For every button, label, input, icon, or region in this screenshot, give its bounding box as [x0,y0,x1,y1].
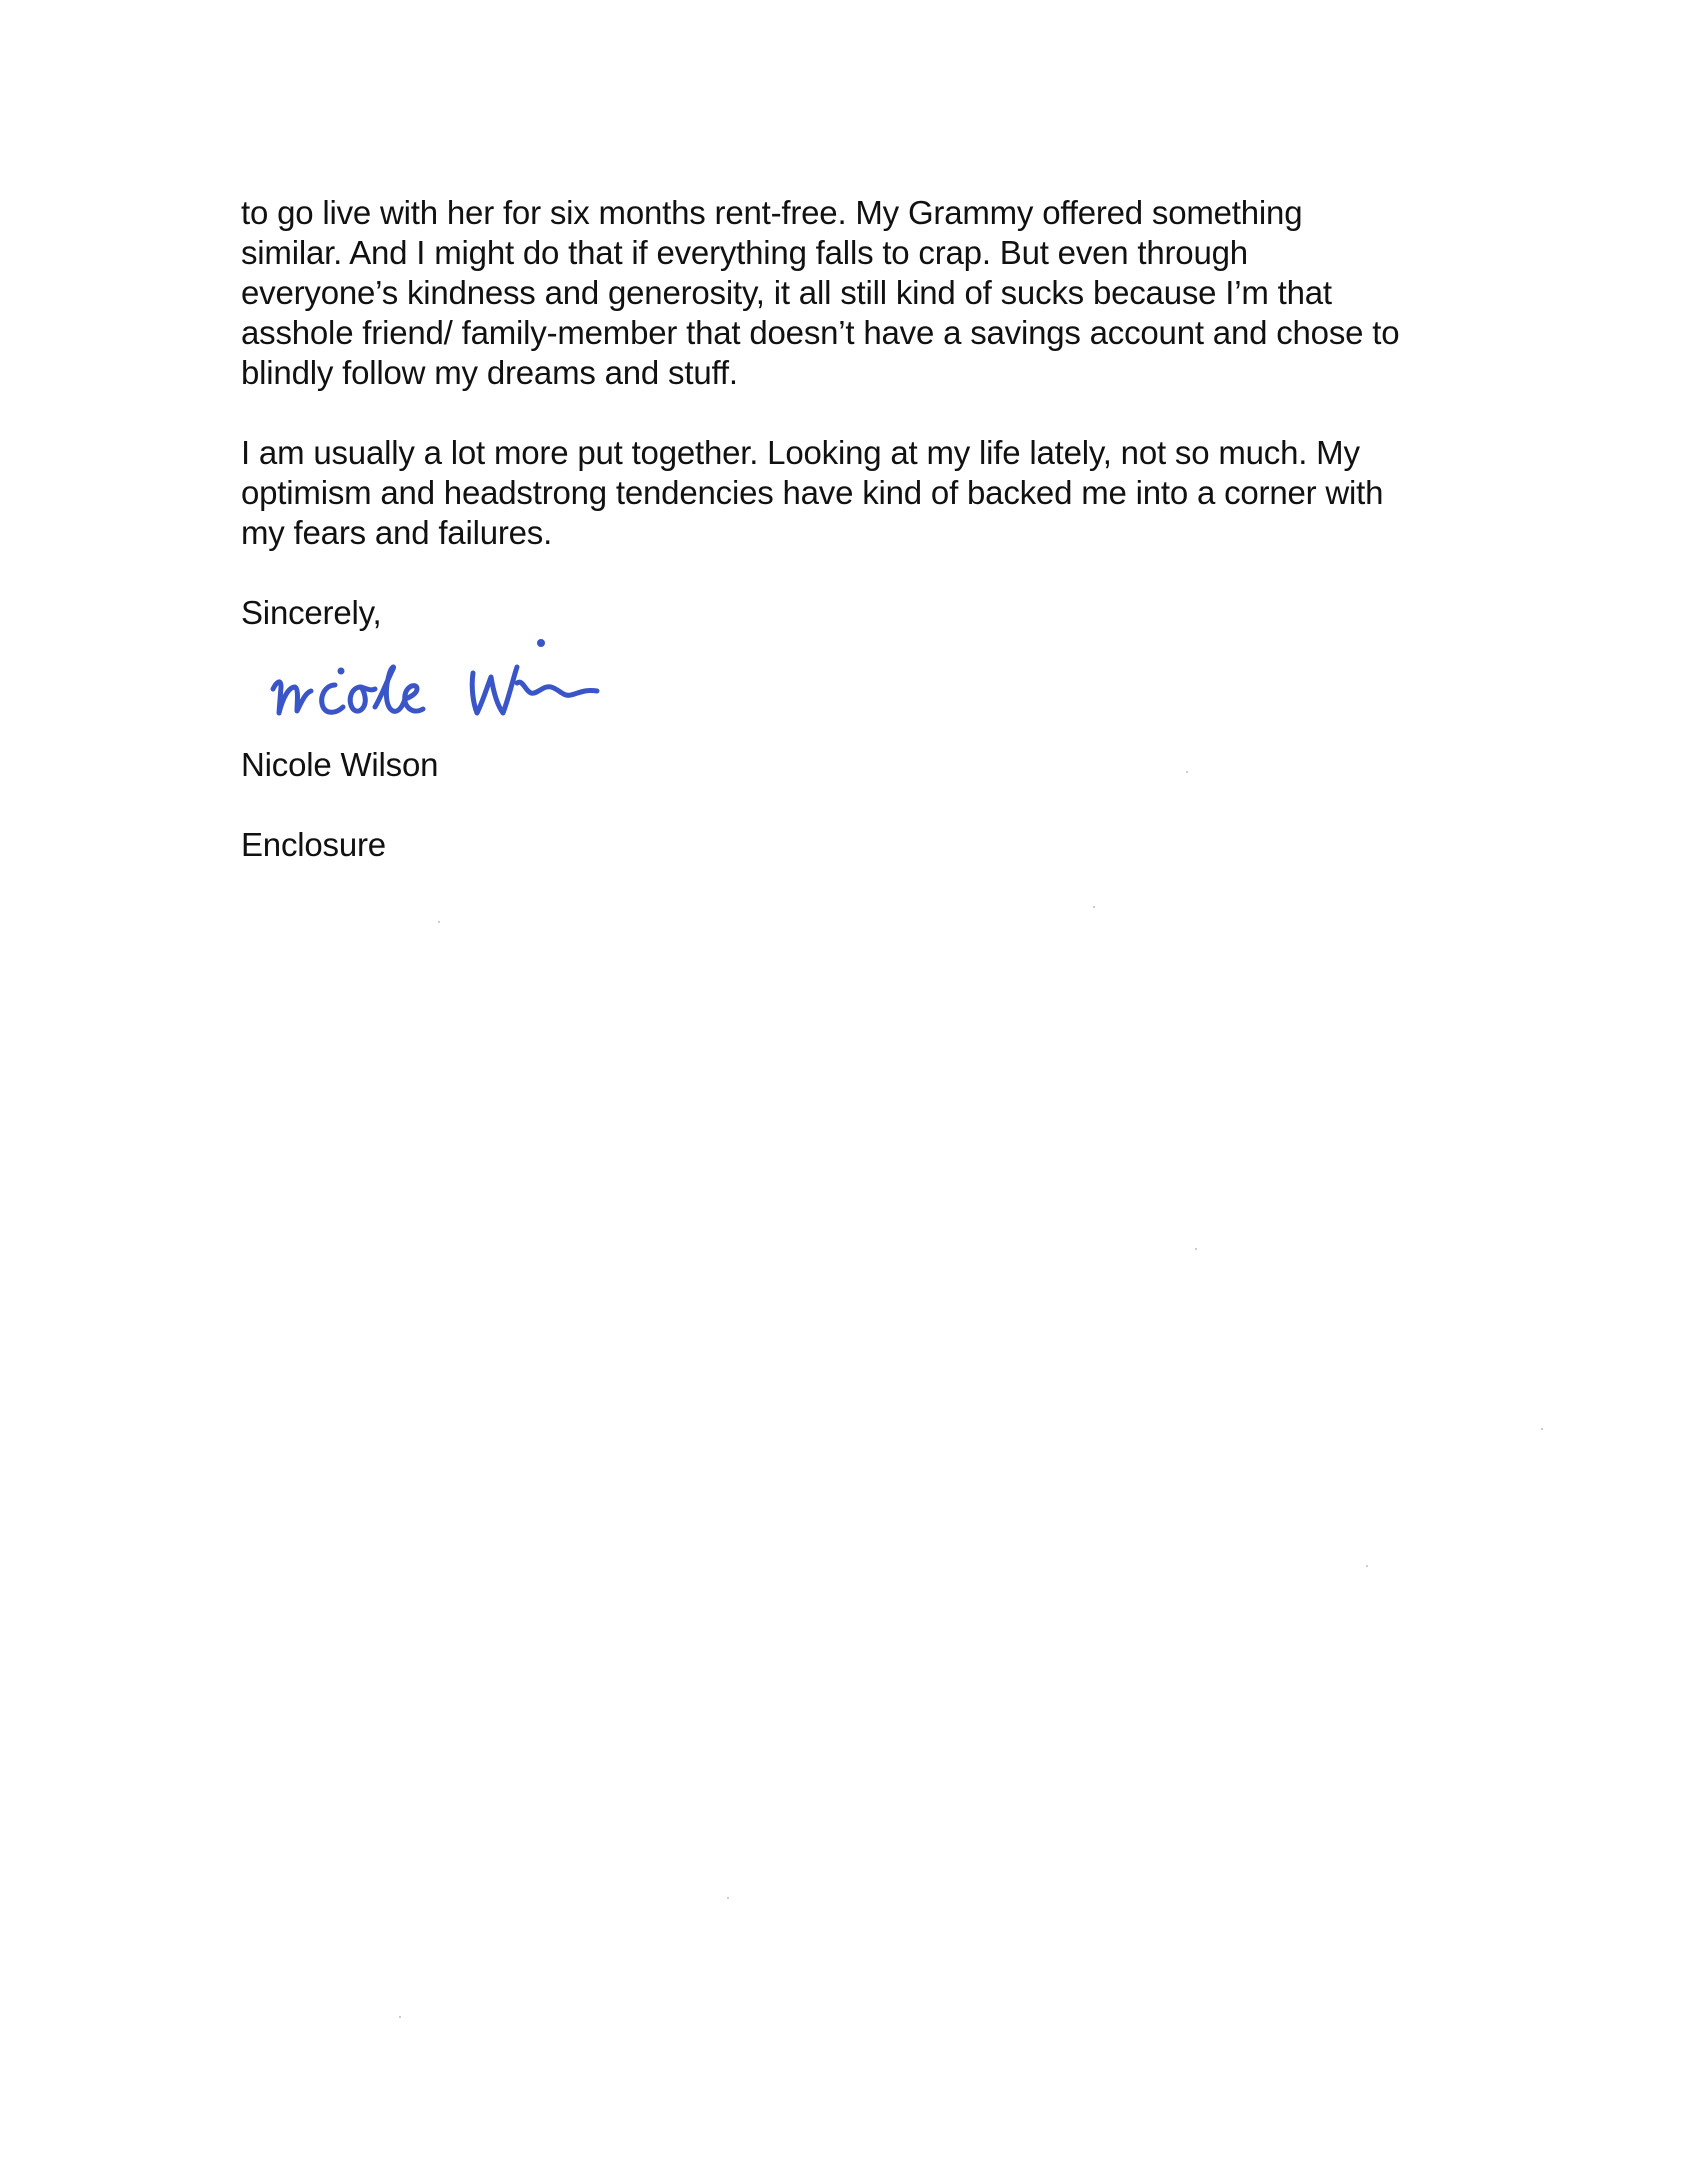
paragraph-line: to go live with her for six months rent-free. My Grammy offered something [241,194,1303,231]
paragraph-line: similar. And I might do that if everything falls to crap. But even through [241,234,1248,271]
paragraph [241,433,1471,553]
scan-speck [1366,1565,1368,1567]
scan-speck [1195,1248,1197,1250]
paragraph-line: I am usually a lot more put together. Looking at my life lately, not so much. My [241,434,1360,471]
scan-speck [438,921,440,923]
scan-speck [399,2016,401,2018]
scan-speck [1541,1428,1543,1430]
paragraph-line: everyone’s kindness and generosity, it all still kind of sucks because I’m that [241,274,1332,311]
paragraph-line: blindly follow my dreams and stuff. [241,354,738,391]
signer-name: Nicole Wilson [241,746,439,783]
closing-salutation: Sincerely, [241,594,382,631]
letter-body [241,193,1471,865]
scan-speck [1186,771,1188,773]
paragraph-line: asshole friend/ family-member that doesn’t have a savings account and chose to [241,314,1400,351]
paragraph [241,193,1471,393]
scan-speck [1093,906,1095,908]
handwritten-signature [267,627,647,737]
paragraph-line: optimism and headstrong tendencies have kind of backed me into a corner with [241,474,1384,511]
enclosure-note: Enclosure [241,826,386,863]
paragraph-line: my fears and failures. [241,514,553,551]
scan-speck [727,1897,729,1899]
